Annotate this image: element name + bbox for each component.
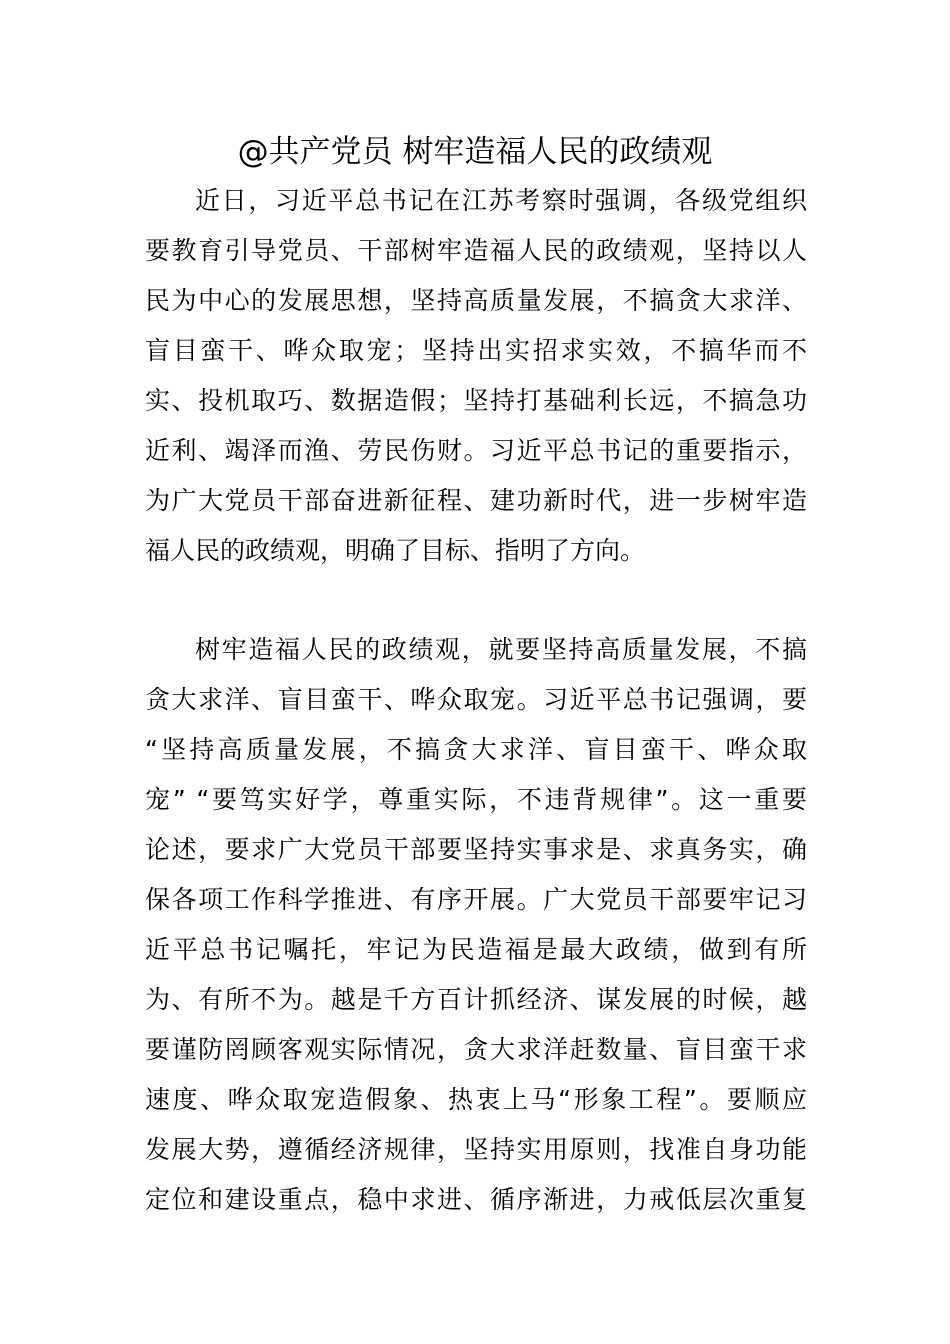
paragraph-2-line-8: 为、有所不为。越是千方百计抓经济、谋发展的时候，越 [145,985,807,1014]
paragraph-1-line-6: 近利、竭泽而渔、劳民伤财。习近平总书记的重要指示， [145,436,807,465]
paragraph-1-line-1: 近日，习近平总书记在江苏考察时强调，各级党组织 [195,186,807,215]
paragraph-2-line-4: 宠” “要笃实好学，尊重实际，不违背规律”。这一重要 [145,785,807,814]
paragraph-2-line-9: 要谨防罔顾客观实际情况，贪大求洋赶数量、盲目蛮干求 [145,1035,807,1064]
paragraph-1-line-5: 实、投机取巧、数据造假；坚持打基础利长远，不搞急功 [145,386,807,415]
paragraph-2-line-6: 保各项工作科学推进、有序开展。广大党员干部要牢记习 [145,885,807,914]
paragraph-2-line-12: 定位和建设重点，稳中求进、循序渐进，力戒低层次重复 [145,1185,807,1214]
paragraph-2-line-3: “坚持高质量发展，不搞贪大求洋、盲目蛮干、哗众取 [145,735,807,764]
paragraph-1-line-2: 要教育引导党员、干部树牢造福人民的政绩观，坚持以人 [145,236,807,265]
paragraph-2-line-10: 速度、哗众取宠造假象、热衷上马“形象工程”。要顺应 [145,1085,807,1114]
paragraph-1-line-4: 盲目蛮干、哗众取宠；坚持出实招求实效，不搞华而不 [145,336,807,365]
paragraph-2-line-11: 发展大势，遵循经济规律，坚持实用原则，找准自身功能 [145,1135,807,1164]
paragraph-2-line-2: 贪大求洋、盲目蛮干、哗众取宠。习近平总书记强调，要 [145,685,807,714]
paragraph-2-line-5: 论述，要求广大党员干部要坚持实事求是、求真务实，确 [145,835,807,864]
paragraph-1-line-7: 为广大党员干部奋进新征程、建功新时代，进一步树牢造 [145,486,807,515]
paragraph-2-line-1: 树牢造福人民的政绩观，就要坚持高质量发展，不搞 [195,635,807,664]
paragraph-1-line-3: 民为中心的发展思想，坚持高质量发展，不搞贪大求洋、 [145,286,807,315]
paragraph-2-line-7: 近平总书记嘱托，牢记为民造福是最大政绩，做到有所 [145,935,807,964]
paragraph-1-line-8: 福人民的政绩观，明确了目标、指明了方向。 [145,536,646,565]
document-title: @共产党员 树牢造福人民的政绩观 [237,134,713,170]
